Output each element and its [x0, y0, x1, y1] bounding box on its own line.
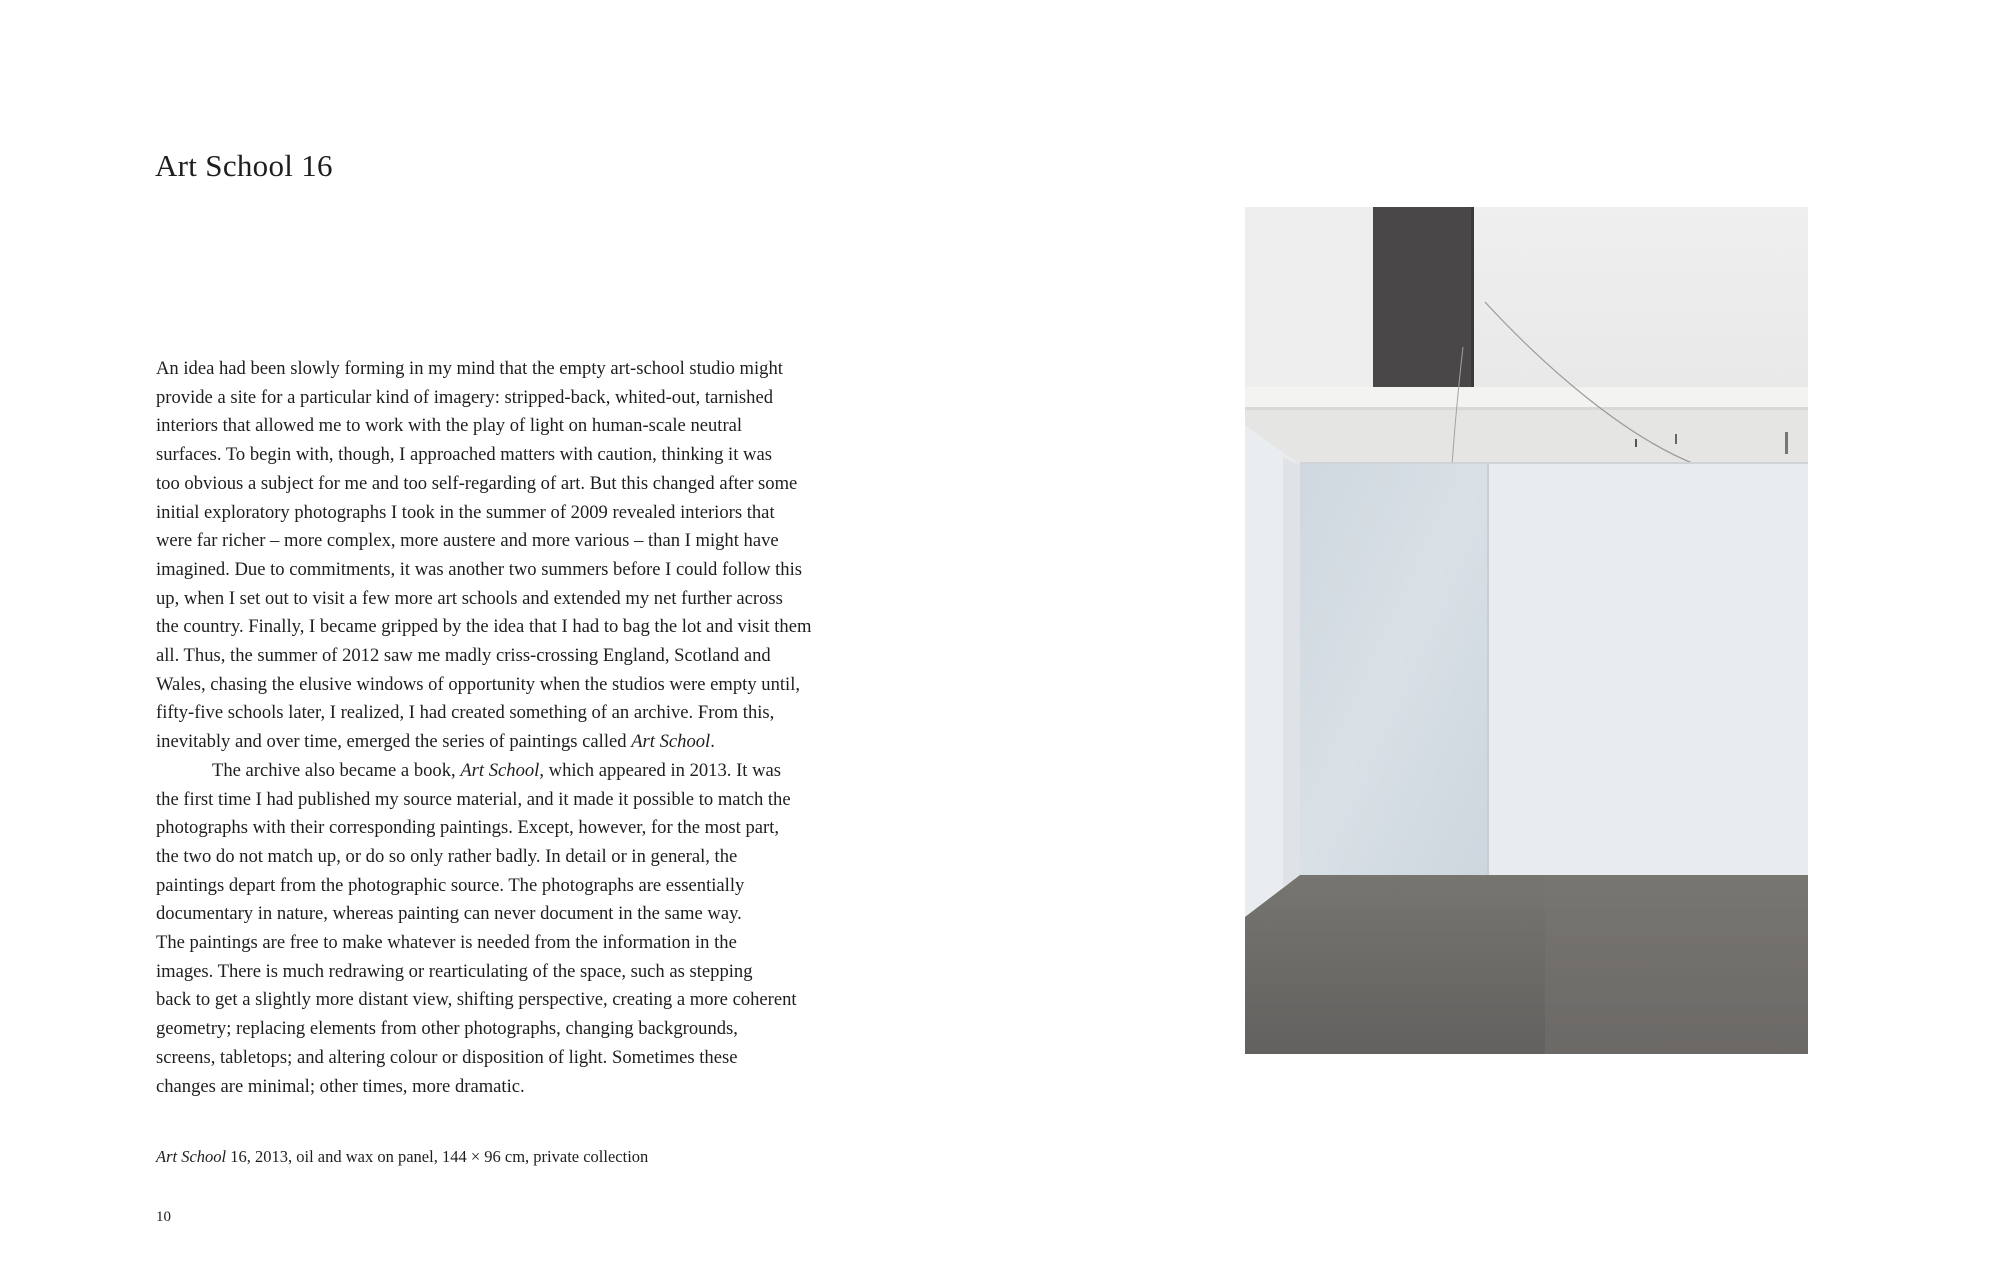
ledge-lower	[1245, 410, 1808, 465]
pale-blue-panel	[1300, 463, 1488, 875]
text-line	[156, 728, 846, 757]
panel-top-edge	[1300, 462, 1808, 464]
text-line: Wales, chasing the elusive windows of opportunity when the studios were empty until,	[156, 673, 801, 695]
text-segment: inevitably and over time, emerged the series of paintings called	[156, 731, 632, 753]
image-caption	[156, 1147, 648, 1167]
text-line: photographs with their corresponding paintings. Except, however, for the most part,	[156, 817, 780, 839]
ledge-mark	[1675, 434, 1677, 444]
text-segment: , which appeared in 2013. It was	[539, 759, 781, 781]
text-segment: The archive also became a book,	[212, 759, 461, 781]
body-text	[156, 355, 846, 1101]
work-title-italic: Art School	[631, 731, 711, 753]
text-line: the country. Finally, I became gripped by the idea that I had to bag the lot and visit them	[156, 616, 812, 638]
floor-highlight	[1545, 875, 1808, 1054]
text-line: fifty-five schools later, I realized, I had created something of an archive. From this,	[156, 702, 775, 724]
ledge	[1245, 387, 1808, 409]
text-line: changes are minimal; other times, more dramatic.	[156, 1075, 525, 1097]
page-number: 10	[156, 1209, 171, 1225]
caption-title-italic: Art School	[156, 1147, 227, 1166]
ledge-mark	[1635, 439, 1637, 447]
paragraph-1	[156, 355, 846, 757]
white-panel	[1488, 463, 1808, 875]
text-line: all. Thus, the summer of 2012 saw me madly criss-crossing England, Scotland and	[156, 645, 771, 667]
book-title-italic: Art School	[460, 759, 540, 781]
text-line: An idea had been slowly forming in my mind that the empty art-school studio might	[156, 358, 783, 379]
text-segment: .	[710, 731, 715, 753]
text-line: imagined. Due to commitments, it was another two summers before I could follow this	[156, 558, 803, 580]
left-side-wall-shadow	[1283, 457, 1300, 887]
text-line: geometry; replacing elements from other photographs, changing backgrounds,	[156, 1018, 738, 1040]
text-line: up, when I set out to visit a few more art schools and extended my net further across	[156, 587, 783, 609]
caption-details: 16, 2013, oil and wax on panel, 144 × 96 cm, private collection	[226, 1147, 649, 1166]
text-line: provide a site for a particular kind of imagery: stripped-back, whited-out, tarnished	[156, 386, 774, 408]
text-line	[156, 757, 846, 786]
ledge-shadow	[1245, 407, 1808, 410]
text-line: surfaces. To begin with, though, I approached matters with caution, thinking it was	[156, 444, 772, 466]
text-line: were far richer – more complex, more austere and more various – than I might have	[156, 530, 779, 552]
text-line: the first time I had published my source material, and it made it possible to match the	[156, 788, 791, 810]
text-line: screens, tabletops; and altering colour or disposition of light. Sometimes these	[156, 1046, 738, 1068]
painting-svg	[1245, 207, 1808, 1054]
text-line: back to get a slightly more distant view, shifting perspective, creating a more coherent	[156, 989, 797, 1011]
text-line: the two do not match up, or do so only rather badly. In detail or in general, the	[156, 845, 738, 867]
text-line: paintings depart from the photographic source. The photographs are essentially	[156, 874, 745, 896]
ledge-mark	[1785, 432, 1788, 454]
text-line: initial exploratory photographs I took in the summer of 2009 revealed interiors that	[156, 501, 775, 523]
upper-left-wall	[1245, 207, 1373, 387]
text-line: too obvious a subject for me and too self-regarding of art. But this changed after some	[156, 472, 798, 494]
painting-image	[1245, 207, 1808, 1054]
text-line: documentary in nature, whereas painting can never document in the same way.	[156, 903, 742, 925]
paragraph-2	[156, 757, 846, 1101]
text-line: The paintings are free to make whatever is needed from the information in the	[156, 932, 737, 954]
text-line: interiors that allowed me to work with the play of light on human-scale neutral	[156, 415, 743, 437]
text-line: images. There is much redrawing or rearticulating of the space, such as stepping	[156, 960, 753, 982]
page-title: Art School 16	[155, 148, 333, 183]
panel-seam	[1487, 463, 1489, 875]
